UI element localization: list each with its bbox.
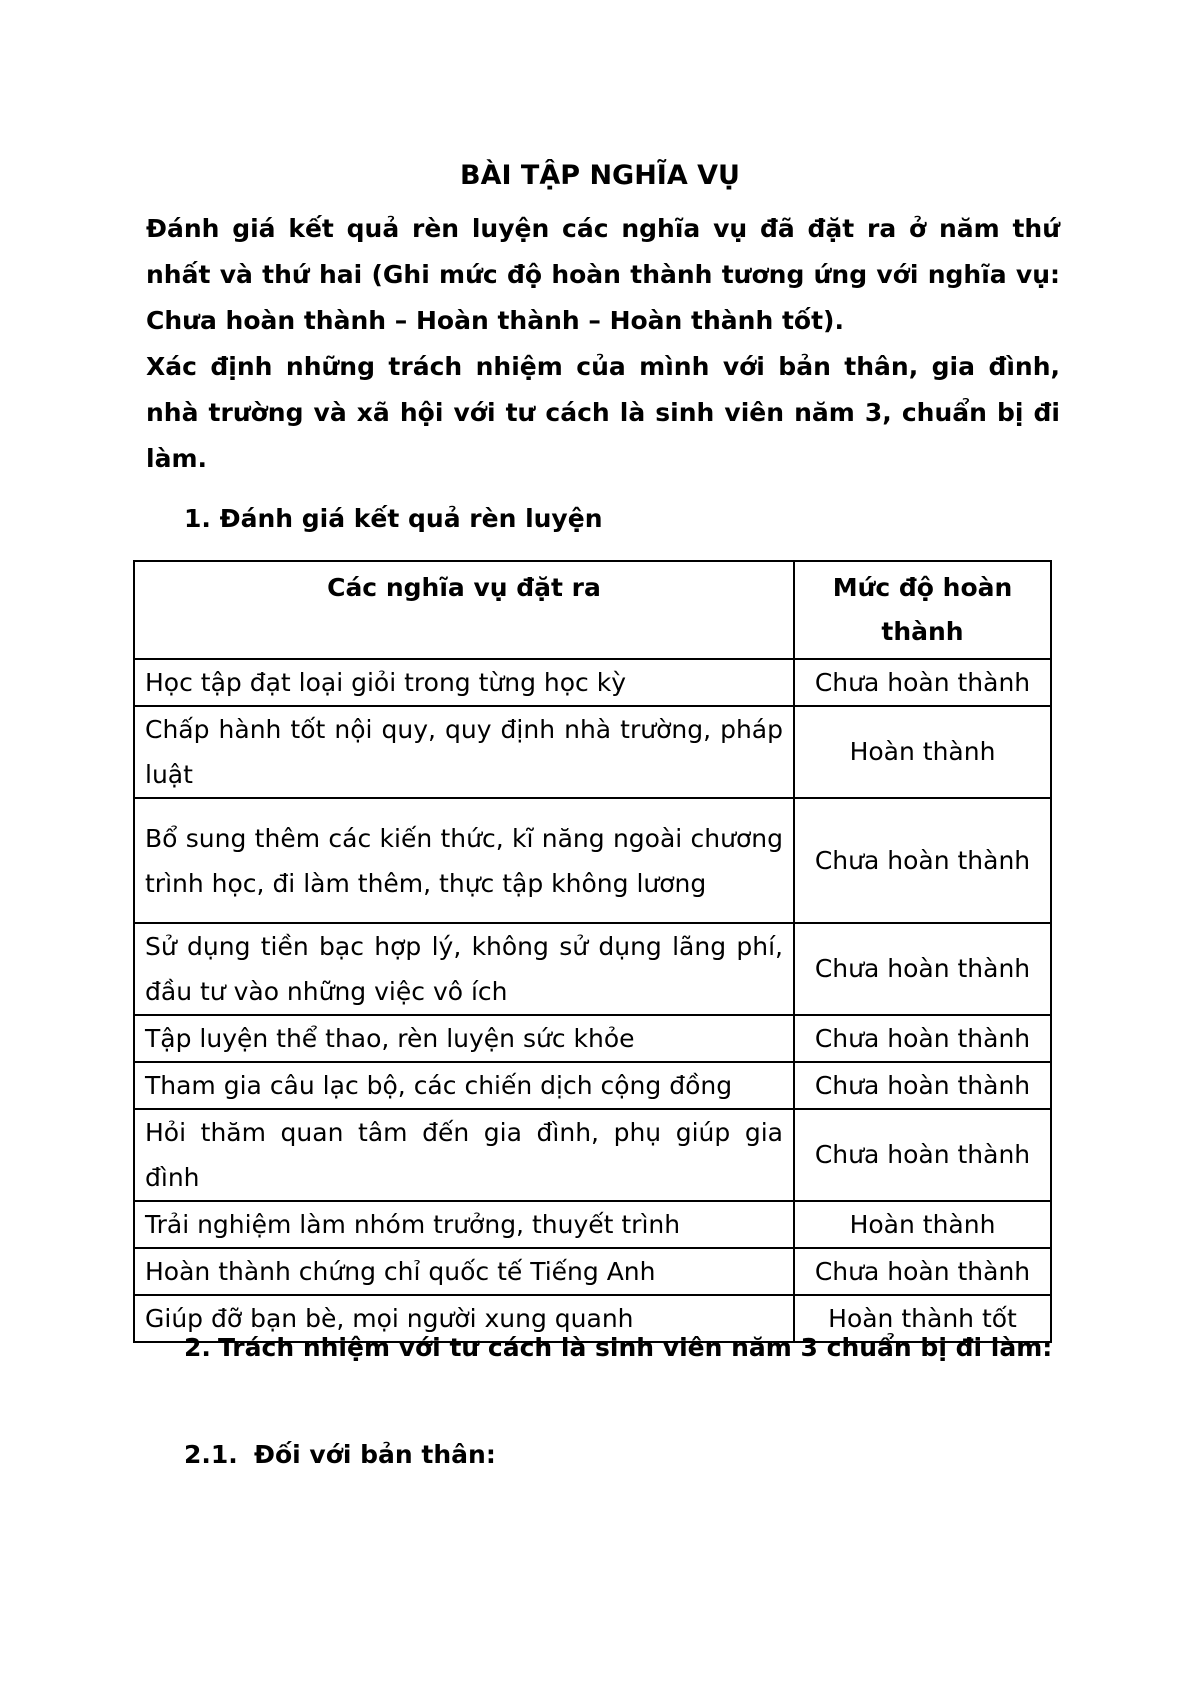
status-cell: Hoàn thành	[794, 706, 1051, 798]
section-title: Đối với bản thân:	[254, 1440, 496, 1469]
task-cell: Sử dụng tiền bạc hợp lý, không sử dụng lãng phí, đầu tư vào những việc vô ích	[134, 923, 794, 1015]
task-cell: Học tập đạt loại giỏi trong từng học kỳ	[134, 659, 794, 706]
task-cell: Bổ sung thêm các kiến thức, kĩ năng ngoài chương trình học, đi làm thêm, thực tập không lương	[134, 798, 794, 923]
status-cell: Hoàn thành tốt	[794, 1295, 1051, 1342]
task-cell: Chấp hành tốt nội quy, quy định nhà trường, pháp luật	[134, 706, 794, 798]
column-header-status: Mức độ hoàn thành	[794, 561, 1051, 659]
section-title: Đánh giá kết quả rèn luyện	[219, 504, 603, 533]
column-header-task: Các nghĩa vụ đặt ra	[134, 561, 794, 659]
section-2-1-heading	[184, 1432, 496, 1478]
table-row	[134, 1015, 1051, 1062]
table-row	[134, 1201, 1051, 1248]
task-cell: Tham gia câu lạc bộ, các chiến dịch cộng đồng	[134, 1062, 794, 1109]
task-cell: Trải nghiệm làm nhóm trưởng, thuyết trình	[134, 1201, 794, 1248]
page-title: BÀI TẬP NGHĨA VỤ	[460, 160, 740, 191]
section-number: 1.	[184, 504, 211, 533]
table-header-row	[134, 561, 1051, 659]
obligations-table	[133, 560, 1052, 1343]
table-row	[134, 1109, 1051, 1201]
table-row	[134, 659, 1051, 706]
intro-block	[146, 206, 1060, 482]
table-row	[134, 923, 1051, 1015]
task-cell: Hoàn thành chứng chỉ quốc tế Tiếng Anh	[134, 1248, 794, 1295]
section-title: Trách nhiệm với tư cách là sinh viên năm 3 chuẩn bị đi làm:	[218, 1333, 1053, 1362]
task-cell: Tập luyện thể thao, rèn luyện sức khỏe	[134, 1015, 794, 1062]
table-row	[134, 706, 1051, 798]
status-cell: Chưa hoàn thành	[794, 798, 1051, 923]
section-number: 2.1.	[184, 1440, 238, 1469]
status-cell: Chưa hoàn thành	[794, 1015, 1051, 1062]
status-cell: Chưa hoàn thành	[794, 1062, 1051, 1109]
intro-paragraph: Đánh giá kết quả rèn luyện các nghĩa vụ đã đặt ra ở năm thứ nhất và thứ hai (Ghi mức độ hoàn thành tương ứng với nghĩa vụ: Chưa hoàn thành – Hoàn thành – Hoàn thành tốt).	[146, 214, 1060, 335]
intro-paragraph: Xác định những trách nhiệm của mình với bản thân, gia đình, nhà trường và xã hội với tư cách là sinh viên năm 3, chuẩn bị đi làm.	[146, 352, 1060, 473]
section-number: 2.	[184, 1333, 211, 1362]
task-cell: Giúp đỡ bạn bè, mọi người xung quanh	[134, 1295, 794, 1342]
table-row	[134, 798, 1051, 923]
table-row	[134, 1248, 1051, 1295]
task-cell: Hỏi thăm quan tâm đến gia đình, phụ giúp gia đình	[134, 1109, 794, 1201]
section-1-heading	[184, 496, 603, 542]
status-cell: Chưa hoàn thành	[794, 1109, 1051, 1201]
status-cell: Hoàn thành	[794, 1201, 1051, 1248]
status-cell: Chưa hoàn thành	[794, 1248, 1051, 1295]
table-row	[134, 1062, 1051, 1109]
status-cell: Chưa hoàn thành	[794, 659, 1051, 706]
section-2-heading	[184, 1325, 1060, 1371]
status-cell: Chưa hoàn thành	[794, 923, 1051, 1015]
